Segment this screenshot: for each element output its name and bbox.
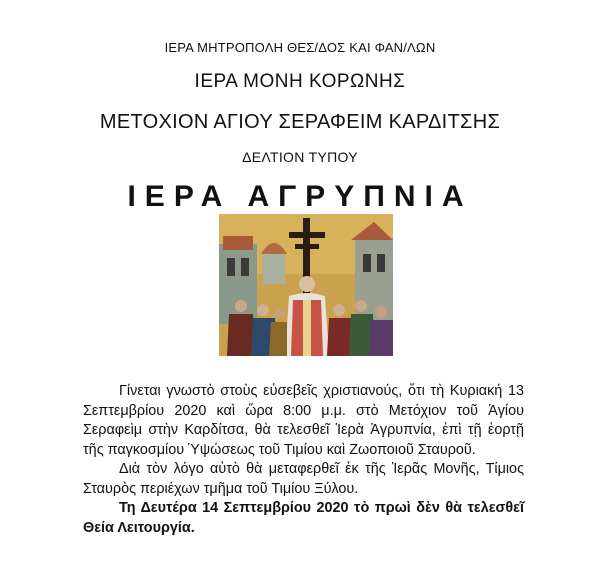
monastery-heading: ΙΕΡΑ ΜΟΝΗ ΚΟΡΩΝΗΣ (194, 71, 406, 92)
document-title: ΙΕΡΑ ΑΓΡΥΠΝΙΑ (127, 180, 473, 213)
liturgy-notice: Τη Δευτέρα 14 Σεπτεμβρίου 2020 τὸ πρωὶ δὲν θὰ τελεσθεῖ Θεία Λειτουργία. (83, 500, 524, 536)
metropolis-heading: ΙΕΡΑ ΜΗΤΡΟΠΟΛΗ ΘΕΣ/ΔΟΣ ΚΑΙ ΦΑΝ/ΛΩΝ (164, 40, 436, 55)
announcement-body (83, 382, 524, 538)
announcement-paragraph: Διὰ τὸν λόγο αὐτὸ θὰ μεταφερθεῖ ἐκ τῆς Ἱερᾶς Μονῆς, Τίμιος Σταυρὸς περιέχων τμῆμα τοῦ Τιμίου Ξύλου. (83, 461, 524, 497)
press-release-heading: ΔΕΛΤΙΟΝ ΤΥΠΟΥ (242, 149, 358, 165)
exaltation-of-the-cross-icon (219, 214, 393, 356)
metochion-heading: ΜΕΤΟΧΙΟΝ ΑΓΙΟΥ ΣΕΡΑΦΕΙΜ ΚΑΡΔΙΤΣΗΣ (99, 111, 501, 133)
announcement-paragraph: Γίνεται γνωστὸ στοὺς εὐσεβεῖς χριστιανούς, ὅτι τὴ Κυριακή 13 Σεπτεμβρίου 2020 καὶ ὥρα 8:00 μ.μ. στὸ Μετόχιον τοῦ Ἁγίου Σεραφεὶμ στὴν Καρδίτσα, θὰ τελεσθεῖ Ἱερὰ Ἀγρυπνία, ἐπὶ τῇ ἑορτῇ τῆς παγκοσμίου Ὑψώσεως τοῦ Τιμίου καὶ Ζωοποιοῦ Σταυροῦ. (83, 383, 524, 458)
